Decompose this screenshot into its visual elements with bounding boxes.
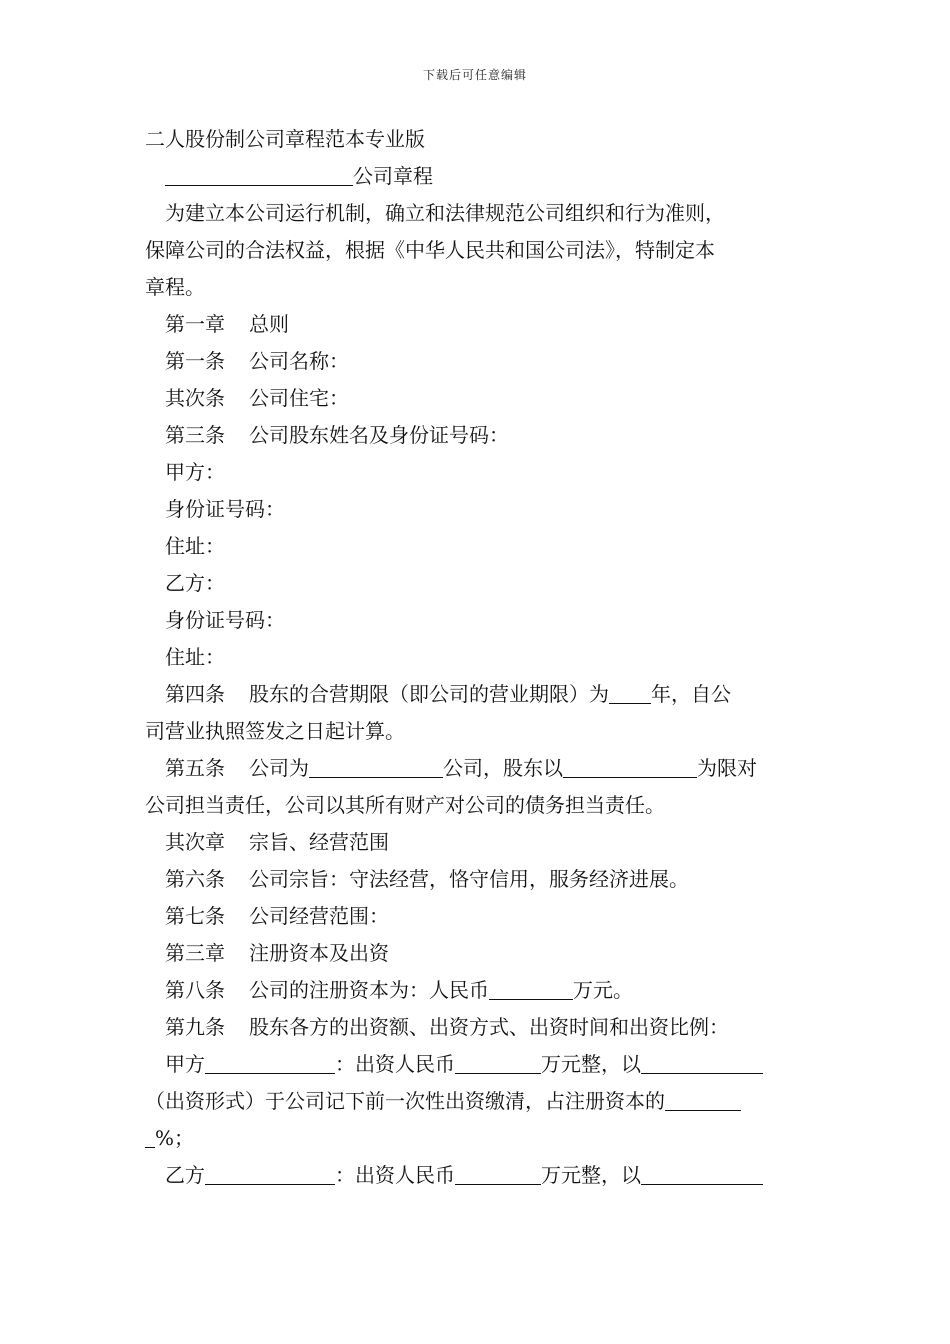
article-number: 第七条 bbox=[165, 904, 225, 928]
contribution-text: ：出资人民币 bbox=[335, 1163, 455, 1187]
document-body bbox=[145, 121, 810, 1194]
article-text: 公司名称： bbox=[249, 349, 349, 373]
preamble-line-2: 保障公司的合法权益，根据《中华人民共和国公司法》，特制定本 bbox=[145, 238, 715, 262]
article-9 bbox=[145, 1009, 810, 1046]
article-6 bbox=[145, 861, 810, 898]
article-4-line-2: 司营业执照签发之日起计算。 bbox=[145, 719, 405, 743]
article-text: 股东的合营期限（即公司的营业期限）为 bbox=[249, 682, 609, 706]
company-type-blank[interactable] bbox=[309, 755, 443, 778]
article-number: 第五条 bbox=[165, 756, 225, 780]
article-text: 公司，股东以 bbox=[443, 756, 563, 780]
chapter-number: 第一章 bbox=[165, 312, 225, 336]
party-b-address-label: 住址： bbox=[165, 645, 225, 669]
article-8 bbox=[145, 972, 810, 1009]
party-label: 甲方 bbox=[165, 1052, 205, 1076]
article-text: 股东各方的出资额、出资方式、出资时间和出资比例： bbox=[249, 1015, 729, 1039]
party-a-address-label: 住址： bbox=[165, 534, 225, 558]
liability-limit-blank[interactable] bbox=[563, 755, 697, 778]
contribution-text: 万元整，以 bbox=[541, 1052, 641, 1076]
chapter-3-heading bbox=[145, 935, 810, 972]
article-text: 万元。 bbox=[573, 978, 633, 1002]
party-a-amount-blank[interactable] bbox=[455, 1051, 541, 1074]
article-4-line-1 bbox=[145, 676, 810, 713]
article-number: 第三条 bbox=[165, 423, 225, 447]
party-a-percent-blank[interactable] bbox=[665, 1088, 741, 1111]
company-name-blank[interactable] bbox=[165, 163, 353, 186]
chapter-title: 总则 bbox=[249, 312, 289, 336]
chapter-2-heading bbox=[145, 824, 810, 861]
chapter-title: 注册资本及出资 bbox=[249, 941, 389, 965]
party-b-label: 乙方： bbox=[165, 571, 225, 595]
chapter-title: 宗旨、经营范围 bbox=[249, 830, 389, 854]
article-5-line-2: 公司担当责任，公司以其所有财产对公司的债务担当责任。 bbox=[145, 793, 665, 817]
party-b-name-blank[interactable] bbox=[205, 1162, 335, 1185]
contribution-b-line-1 bbox=[145, 1157, 810, 1194]
article-text: 公司股东姓名及身份证号码： bbox=[249, 423, 509, 447]
term-years-blank[interactable] bbox=[609, 681, 651, 704]
article-2 bbox=[145, 380, 810, 417]
article-number: 第八条 bbox=[165, 978, 225, 1002]
article-number: 第九条 bbox=[165, 1015, 225, 1039]
article-7 bbox=[145, 898, 810, 935]
article-text: 年，自公 bbox=[651, 682, 731, 706]
article-text: 公司宗旨：守法经营，恪守信用，服务经济进展。 bbox=[249, 867, 689, 891]
contribution-text: %； bbox=[155, 1126, 195, 1150]
article-5-line-1 bbox=[145, 750, 810, 787]
article-text: 公司住宅： bbox=[249, 386, 349, 410]
page-header-note: 下载后可任意编辑 bbox=[422, 68, 527, 82]
party-a-id-label: 身份证号码： bbox=[165, 497, 285, 521]
contribution-text: ：出资人民币 bbox=[335, 1052, 455, 1076]
party-a-form-blank[interactable] bbox=[641, 1051, 763, 1074]
contribution-a-line-1 bbox=[145, 1046, 810, 1083]
party-b-id-label: 身份证号码： bbox=[165, 608, 285, 632]
article-number: 其次条 bbox=[165, 386, 225, 410]
article-number: 第一条 bbox=[165, 349, 225, 373]
article-text: 公司的注册资本为：人民币 bbox=[249, 978, 489, 1002]
party-a-name-blank[interactable] bbox=[205, 1051, 335, 1074]
article-text: 为限对 bbox=[697, 756, 757, 780]
preamble-line-3: 章程。 bbox=[145, 275, 205, 299]
article-number: 第六条 bbox=[165, 867, 225, 891]
preamble-line-1: 为建立本公司运行机制，确立和法律规范公司组织和行为准则， bbox=[165, 201, 725, 225]
contribution-a-line-3 bbox=[145, 1120, 810, 1157]
chapter-1-heading bbox=[145, 306, 810, 343]
party-b-amount-blank[interactable] bbox=[455, 1162, 541, 1185]
chapter-number: 其次章 bbox=[165, 830, 225, 854]
subtitle-line bbox=[145, 158, 810, 195]
article-text: 公司经营范围： bbox=[249, 904, 389, 928]
contribution-text: （出资形式）于公司记下前一次性出资缴清，占注册资本的 bbox=[145, 1089, 665, 1113]
party-a-percent-blank-cont[interactable] bbox=[145, 1125, 155, 1148]
party-label: 乙方 bbox=[165, 1163, 205, 1187]
contribution-text: 万元整，以 bbox=[541, 1163, 641, 1187]
document-title: 二人股份制公司章程范本专业版 bbox=[145, 127, 425, 151]
registered-capital-blank[interactable] bbox=[489, 977, 573, 1000]
contribution-a-line-2 bbox=[145, 1083, 810, 1120]
chapter-number: 第三章 bbox=[165, 941, 225, 965]
article-number: 第四条 bbox=[165, 682, 225, 706]
party-a-label: 甲方： bbox=[165, 460, 225, 484]
article-3 bbox=[145, 417, 810, 454]
party-b-form-blank[interactable] bbox=[641, 1162, 763, 1185]
subtitle-suffix: 公司章程 bbox=[353, 164, 433, 188]
article-1 bbox=[145, 343, 810, 380]
article-text: 公司为 bbox=[249, 756, 309, 780]
